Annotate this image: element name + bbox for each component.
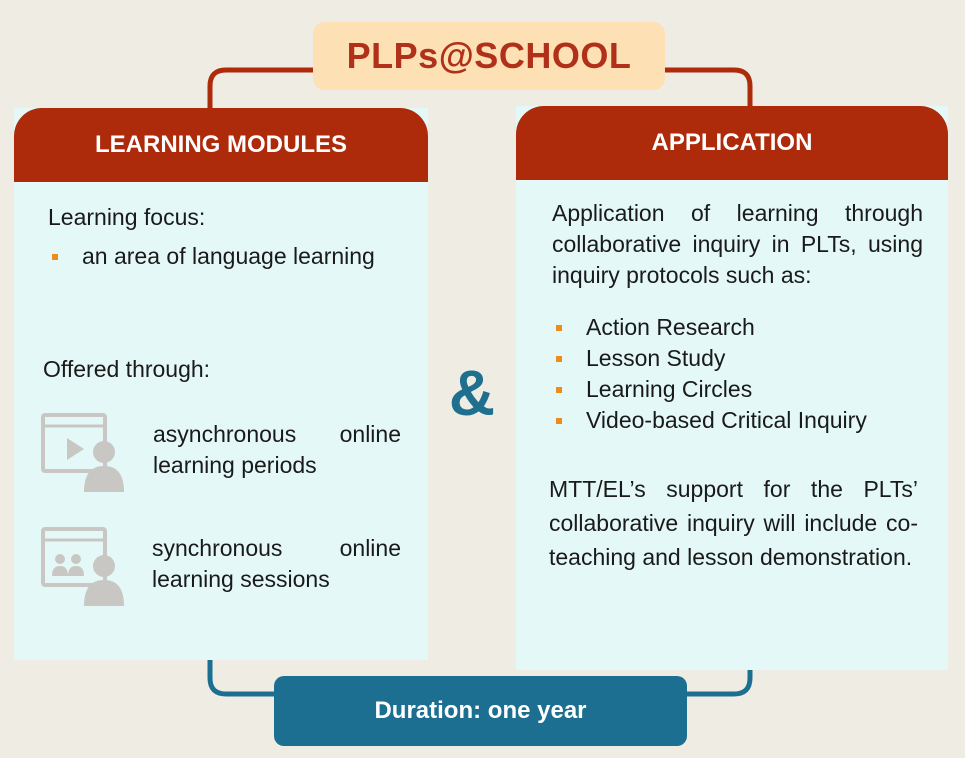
focus-label: Learning focus: bbox=[48, 204, 206, 230]
learning-modules-header: LEARNING MODULES bbox=[14, 108, 428, 182]
bullet-marker bbox=[556, 325, 562, 331]
focus-list bbox=[48, 241, 388, 272]
protocol-item: Lesson Study bbox=[552, 343, 932, 374]
offered-label: Offered through: bbox=[43, 356, 211, 382]
bullet-marker bbox=[556, 387, 562, 393]
bullet-marker bbox=[556, 356, 562, 362]
bullet-marker bbox=[556, 418, 562, 424]
ampersand-symbol: & bbox=[448, 357, 496, 429]
application-header: APPLICATION bbox=[516, 106, 948, 180]
protocol-item: Action Research bbox=[552, 312, 932, 343]
application-intro: Application of learning through collaborative inquiry in PLTs, using inquiry protocols such as: bbox=[552, 200, 923, 288]
duration-label: Duration: one year bbox=[274, 676, 687, 746]
protocol-item: Video-based Critical Inquiry bbox=[552, 405, 932, 436]
video-lesson-icon bbox=[40, 412, 132, 496]
diagram-title: PLPs@SCHOOL bbox=[313, 22, 665, 90]
protocol-item: Learning Circles bbox=[552, 374, 932, 405]
async-learning-text: asynchronous online learning periods bbox=[153, 421, 401, 478]
learning-modules-panel bbox=[14, 108, 428, 660]
online-class-icon bbox=[40, 526, 132, 610]
application-panel bbox=[516, 106, 948, 670]
protocol-list bbox=[552, 312, 932, 436]
focus-item: an area of language learning bbox=[48, 241, 388, 272]
bullet-marker bbox=[52, 254, 58, 260]
sync-learning-text: synchronous online learning sessions bbox=[152, 535, 401, 592]
support-text: MTT/EL’s support for the PLTs’ collaborative inquiry will include co-teaching and lesson demonstration. bbox=[549, 476, 918, 570]
